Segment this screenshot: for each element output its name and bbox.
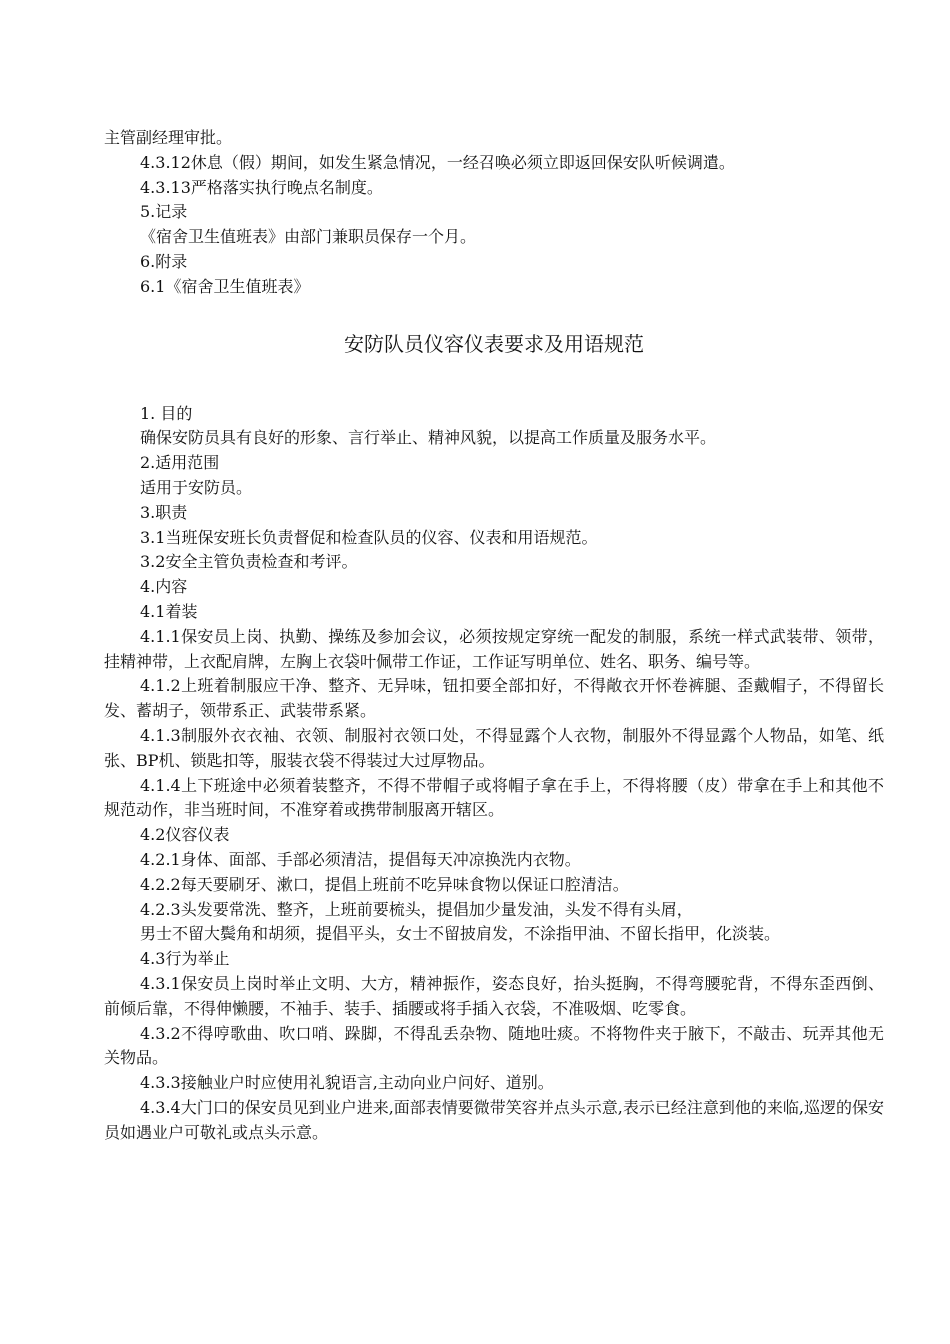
paragraph: 4.3.2不得哼歌曲、吹口哨、跺脚，不得乱丢杂物、随地吐痰。不将物件夹于腋下，不敲击、玩弄其他无关物品。 [104,1023,884,1068]
paragraph: 4.3.12休息（假）期间，如发生紧急情况，一经召唤必须立即返回保安队听候调遣。 [140,152,735,172]
section-heading: 5.记录 [140,202,188,222]
paragraph: 4.3.3接触业户时应使用礼貌语言,主动向业户问好、道别。 [140,1073,554,1093]
paragraph: 4.2.2每天要刷牙、漱口，提倡上班前不吃异味食物以保证口腔清洁。 [140,874,629,894]
paragraph: 4.2.3头发要常洗、整齐，上班前要梳头，提倡加少量发油，头发不得有头屑， [140,899,693,919]
paragraph: 3.1当班保安班长负责督促和检查队员的仪容、仪表和用语规范。 [140,527,598,547]
subsection-heading: 4.2仪容仪表 [140,825,230,845]
subsection-heading: 4.1着装 [140,601,198,621]
paragraph: 4.2.1身体、面部、手部必须清洁，提倡每天冲凉换洗内衣物。 [140,849,581,869]
body-section [104,402,884,1146]
document-page [104,126,884,1145]
paragraph: 4.1.2上班着制服应干净、整齐、无异味，钮扣要全部扣好，不得敞衣开怀卷裤腿、歪戴帽子，不得留长发、蓄胡子，领带系正、武装带系紧。 [104,676,884,721]
document-title: 安防队员仪容仪表要求及用语规范 [344,331,644,356]
section-heading: 4.内容 [140,577,188,597]
paragraph: 4.3.1保安员上岗时举止文明、大方，精神振作，姿态良好，抬头挺胸，不得弯腰驼背，不得东歪西倒、前倾后靠，不得伸懒腰，不袖手、装手、插腰或将手插入衣袋，不准吸烟、吃零食。 [104,973,884,1018]
section-heading: 1. 目的 [140,403,193,423]
section-heading: 3.职责 [140,502,188,522]
paragraph: 《宿舍卫生值班表》由部门兼职员保存一个月。 [140,227,477,247]
paragraph: 4.3.13严格落实执行晚点名制度。 [140,177,383,197]
subsection-heading: 4.3行为举止 [140,949,230,969]
section-heading: 6.附录 [140,251,188,271]
paragraph: 主管副经理审批。 [104,128,233,147]
paragraph: 确保安防员具有良好的形象、言行举止、精神风貌，以提高工作质量及服务水平。 [140,428,717,448]
paragraph: 6.1《宿舍卫生值班表》 [140,276,310,296]
paragraph: 3.2安全主管负责检查和考评。 [140,552,358,572]
paragraph: 4.1.3制服外衣衣袖、衣领、制服衬衣领口处，不得显露个人衣物，制服外不得显露个人物品，如笔、纸张、BP机、锁匙扣等，服装衣袋不得装过大过厚物品。 [104,725,884,770]
paragraph: 男士不留大鬓角和胡须，提倡平头，女士不留披肩发，不涂指甲油、不留长指甲，化淡装。 [140,924,781,944]
section-heading: 2.适用范围 [140,453,220,473]
paragraph: 4.1.1保安员上岗、执勤、操练及参加会议，必须按规定穿统一配发的制服，系统一样式武装带、领带，挂精神带，上衣配肩牌，左胸上衣袋叶佩带工作证，工作证写明单位、姓名、职务、编号等。 [104,626,884,671]
top-section [104,126,884,300]
paragraph: 4.3.4大门口的保安员见到业户进来,面部表情要微带笑容并点头示意,表示已经注意到他的来临,巡逻的保安员如遇业户可敬礼或点头示意。 [104,1097,884,1142]
paragraph: 4.1.4上下班途中必须着装整齐，不得不带帽子或将帽子拿在手上，不得将腰（皮）带拿在手上和其他不规范动作，非当班时间，不准穿着或携带制服离开辖区。 [104,775,884,820]
paragraph: 适用于安防员。 [140,477,253,497]
